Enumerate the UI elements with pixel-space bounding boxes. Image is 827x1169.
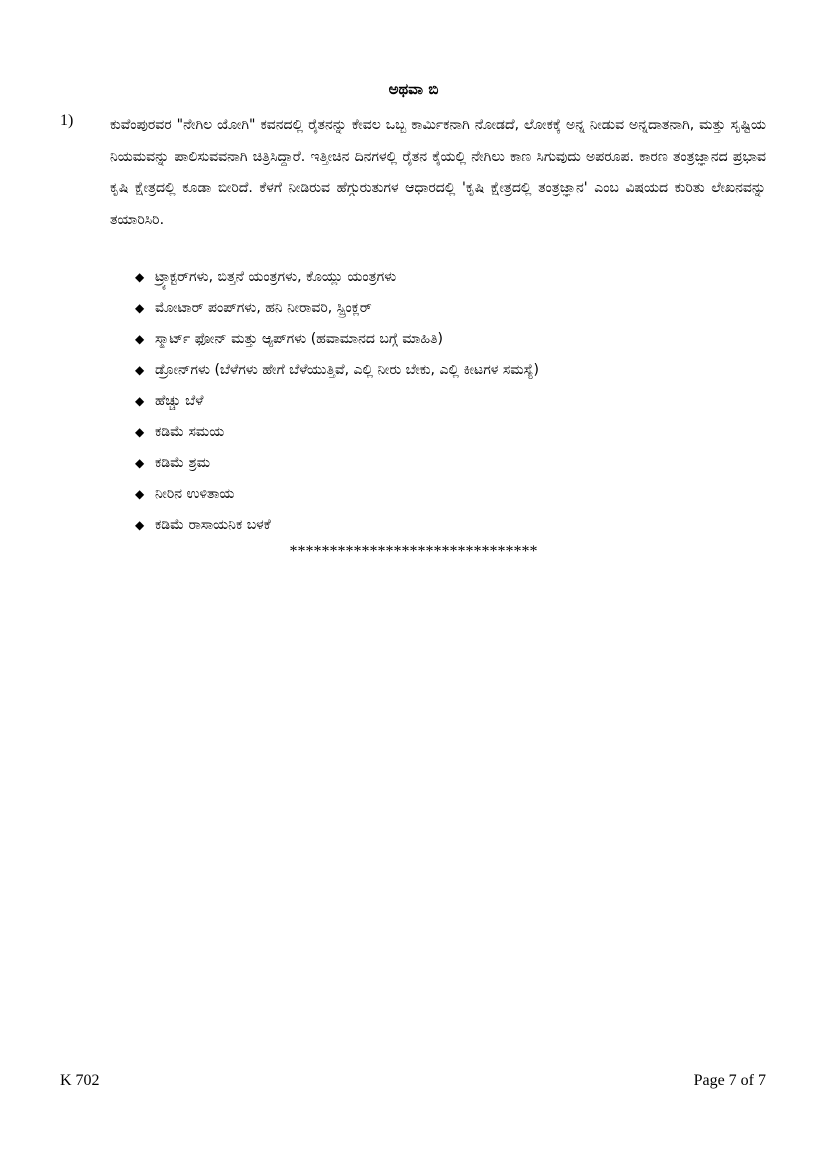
page-number: Page 7 of 7	[693, 1072, 766, 1089]
list-item	[135, 293, 539, 324]
end-separator: *******************************	[289, 543, 538, 560]
diamond-bullet-icon: ◆	[135, 270, 145, 284]
question-number: 1)	[60, 112, 74, 129]
diamond-bullet-icon: ◆	[135, 518, 145, 532]
list-item-text: ಡ್ರೋನ್‌ಗಳು (ಬೆಳೆಗಳು ಹೇಗೆ ಬೆಳೆಯುತ್ತಿವೆ, ಎಲ್ಲಿ ನೀರು ಬೇಕು, ಎಲ್ಲಿ ಕೀಟಗಳ ಸಮಸ್ಯೆ)	[155, 362, 539, 378]
list-item	[135, 479, 539, 510]
diamond-bullet-icon: ◆	[135, 363, 145, 377]
list-item-text: ಹೆಚ್ಚು ಬೆಳೆ	[155, 393, 204, 409]
diamond-bullet-icon: ◆	[135, 456, 145, 470]
list-item-text: ಮೋಟಾರ್ ಪಂಪ್‌ಗಳು, ಹನಿ ನೀರಾವರಿ, ಸ್ಪ್ರಿಂಕ್ಲರ್	[155, 300, 372, 316]
paper-code: K 702	[60, 1072, 100, 1089]
diamond-bullet-icon: ◆	[135, 487, 145, 501]
list-item-text: ಕಡಿಮೆ ಶ್ರಮ	[155, 455, 211, 471]
list-item	[135, 510, 539, 541]
section-heading: ಅಥವಾ ಬಿ	[388, 80, 439, 98]
list-item	[135, 386, 539, 417]
list-item-text: ಕಡಿಮೆ ರಾಸಾಯನಿಕ ಬಳಕೆ	[155, 517, 271, 533]
list-item-text: ಕಡಿಮೆ ಸಮಯ	[155, 424, 225, 440]
hint-list	[135, 262, 539, 541]
list-item-text: ಸ್ಮಾರ್ಟ್ ಫೋನ್ ಮತ್ತು ಆ್ಯಪ್‌ಗಳು (ಹವಾಮಾನದ ಬಗ್ಗೆ ಮಾಹಿತಿ)	[155, 331, 443, 347]
diamond-bullet-icon: ◆	[135, 301, 145, 315]
list-item	[135, 262, 539, 293]
list-item-text: ಟ್ರ್ಯಾಕ್ಟರ್‌ಗಳು, ಬಿತ್ತನೆ ಯಂತ್ರಗಳು, ಕೊಯ್ಲು ಯಂತ್ರಗಳು	[155, 269, 397, 285]
diamond-bullet-icon: ◆	[135, 394, 145, 408]
list-item	[135, 324, 539, 355]
question-text: ಕುವೆಂಪುರವರ "ನೇಗಿಲ ಯೋಗಿ" ಕವನದಲ್ಲಿ ರೈತನನ್ನು ಕೇವಲ ಒಬ್ಬ ಕಾರ್ಮಿಕನಾಗಿ ನೋಡದೆ, ಲೋಕಕ್ಕೆ ಅನ್ನ ನೀಡುವ ಅನ್ನದಾತನಾಗಿ, ಮತ್ತು ಸೃಷ್ಟಿಯ ನಿಯಮವನ್ನು ಪಾಲಿಸುವವನಾಗಿ ಚಿತ್ರಿಸಿದ್ದಾರೆ. ಇತ್ತೀಚಿನ ದಿನಗಳಲ್ಲಿ ರೈತನ ಕೈಯಲ್ಲಿ ನೇಗಿಲು ಕಾಣ ಸಿಗುವುದು ಅಪರೂಪ. ಕಾರಣ ತಂತ್ರಜ್ಞಾನದ ಪ್ರಭಾವ ಕೃಷಿ ಕ್ಷೇತ್ರದಲ್ಲಿ ಕೂಡಾ ಬೀರಿದೆ. ಕೆಳಗೆ ನೀಡಿರುವ ಹೆಗ್ಗುರುತುಗಳ ಆಧಾರದಲ್ಲಿ 'ಕೃಷಿ ಕ್ಷೇತ್ರದಲ್ಲಿ ತಂತ್ರಜ್ಞಾನ' ಎಂಬ ವಿಷಯದ ಕುರಿತು ಲೇಖನವನ್ನು ತಯಾರಿಸಿರಿ.	[110, 117, 766, 228]
diamond-bullet-icon: ◆	[135, 332, 145, 346]
list-item	[135, 448, 539, 479]
list-item-text: ನೀರಿನ ಉಳಿತಾಯ	[155, 486, 235, 502]
diamond-bullet-icon: ◆	[135, 425, 145, 439]
list-item	[135, 355, 539, 386]
list-item	[135, 417, 539, 448]
